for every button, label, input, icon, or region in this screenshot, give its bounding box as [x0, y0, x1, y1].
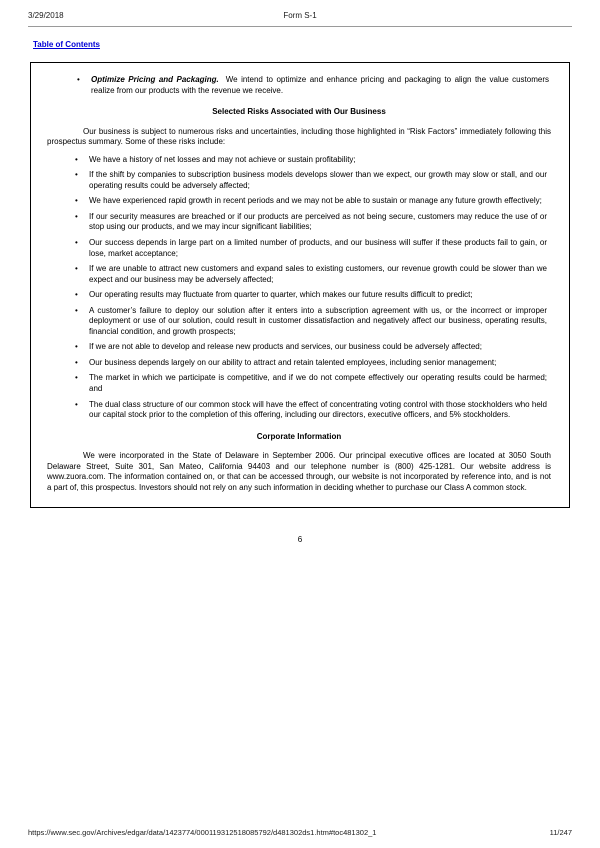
- risk-bullet-item: • If the shift by companies to subscription business models develops slower than we expect, our growth may slow or stall, and our operating results could be adversely affected;: [89, 170, 547, 191]
- risk-bullet-item: • If we are unable to attract new customers and expand sales to existing customers, our revenue growth could be slower than we expect and our business may be adversely affected;: [89, 264, 547, 285]
- selected-risks-heading: Selected Risks Associated with Our Business: [212, 107, 386, 117]
- risk-bullet-item: • Our operating results may fluctuate from quarter to quarter, which makes our future results difficult to predict;: [89, 290, 547, 301]
- risk-bullet-list: [45, 155, 553, 421]
- risk-bullet-item: • The market in which we participate is competitive, and if we do not compete effectively our operating results could be harmed; and: [89, 373, 547, 394]
- corporate-information-heading: Corporate Information: [256, 431, 342, 441]
- risk-bullet-item: • If our security measures are breached or if our products are perceived as not being secure, customers may reduce the use of or stop using our products, and we may incur significant liabilities;: [89, 212, 547, 233]
- lead-bullet-text: We intend to optimize and enhance pricing and packaging to align the value customers realize from our products with the revenue we receive.: [91, 75, 550, 95]
- risks-intro-paragraph: Our business is subject to numerous risks and uncertainties, including those highlighted in “Risk Factors” immediately following this prospectus summary. Some of these risks include:: [47, 126, 551, 147]
- print-header-date: 3/29/2018: [28, 11, 64, 20]
- print-header-title: Form S-1: [283, 11, 317, 20]
- corporate-information-paragraph: We were incorporated in the State of Delaware in September 2006. Our principal executive offices are located at 3050 South Delaware Street, Suite 301, San Mateo, California 94403 and our telephone number is (800) 425-1281. Our website address is www.zuora.com. The information contained on, or that can be accessed through, our website is not incorporated by reference into, and is not a part of, this prospectus. Investors should not rely on any such information in deciding whether to purchase our Class A common stock.: [47, 451, 551, 492]
- footer-page-indicator: 11/247: [549, 828, 572, 837]
- print-header: [0, 0, 600, 26]
- risk-bullet-item: • Our success depends in large part on a limited number of products, and our business will suffer if these products fail to gain, or lose, market acceptance;: [89, 238, 547, 259]
- risk-bullet-item: • The dual class structure of our common stock will have the effect of concentrating voting control with those stockholders who held our capital stock prior to the completion of this offering, including our directors, executive officers, and 5% stockholders.: [89, 400, 547, 421]
- risk-bullet-item: • We have experienced rapid growth in recent periods and we may not be able to sustain or manage any future growth effectively;: [89, 196, 547, 207]
- page-number: 6: [297, 535, 303, 545]
- content-box: [30, 62, 570, 508]
- table-of-contents-link[interactable]: Table of Contents: [33, 40, 100, 49]
- lead-bullet-title: Optimize Pricing and Packaging.: [91, 75, 219, 84]
- risk-bullet-item: • Our business depends largely on our ability to attract and retain talented employees, including senior management;: [89, 358, 547, 369]
- print-footer: [28, 828, 572, 837]
- header-divider: [28, 26, 572, 27]
- lead-bullet-item: [91, 75, 549, 96]
- risk-bullet-item: • We have a history of net losses and may not achieve or sustain profitability;: [89, 155, 547, 166]
- footer-url: https://www.sec.gov/Archives/edgar/data/1423774/000119312518085792/d481302ds1.htm#toc481302_1: [28, 828, 377, 837]
- risk-bullet-item: • If we are not able to develop and release new products and services, our business could be adversely affected;: [89, 342, 547, 353]
- risk-bullet-item: • A customer’s failure to deploy our solution after it enters into a subscription agreement with us, or the incorrect or improper deployment or use of our solution, could result in customer dissatisfaction and negatively affect our business, operating results, financial condition, and growth prospects;: [89, 306, 547, 338]
